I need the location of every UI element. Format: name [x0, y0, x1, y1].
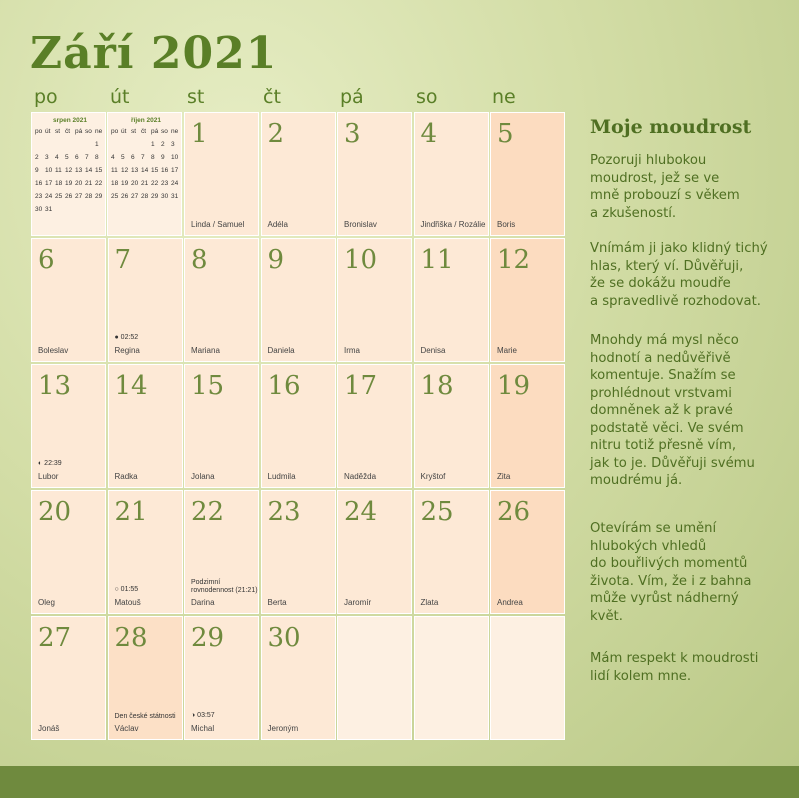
name-day: Boris: [497, 220, 516, 229]
mini-calendar-day: 30: [161, 193, 169, 200]
day-number: 12: [497, 245, 531, 275]
day-number: 22: [191, 497, 225, 527]
name-day: Jolana: [191, 472, 215, 481]
day-number: 19: [497, 371, 531, 401]
mini-calendar-august: [35, 117, 105, 219]
mini-calendar-day: 23: [161, 180, 169, 187]
day-cell: [31, 616, 106, 740]
day-number: 7: [114, 245, 132, 275]
name-day: Mariana: [191, 346, 220, 355]
empty-cell: [490, 616, 565, 740]
mini-calendar-day: 30: [35, 206, 43, 213]
mini-calendar-week: [111, 193, 181, 206]
name-day: Daniela: [267, 346, 295, 355]
mini-calendar-day: 6: [75, 154, 79, 161]
mini-calendar-day: 21: [141, 180, 149, 187]
mini-calendar-day: 18: [111, 180, 119, 187]
mini-calendar-day: 26: [65, 193, 73, 200]
mini-calendar-day: 3: [171, 141, 175, 148]
name-day: Andrea: [497, 598, 523, 607]
mini-calendar-day: 5: [121, 154, 125, 161]
weekday-po: po: [34, 86, 58, 108]
mini-calendar-day: 10: [171, 154, 179, 161]
day-cell: [490, 112, 565, 236]
mini-calendar-day: 31: [45, 206, 53, 213]
mini-calendar-day: [65, 206, 75, 219]
mini-calendar-day: pá: [75, 128, 83, 135]
name-day: Naděžda: [344, 472, 377, 481]
mini-calendar-day: 27: [131, 193, 139, 200]
mini-calendar-day: [85, 141, 95, 154]
mini-calendar-day: 24: [171, 180, 179, 187]
mini-calendar-day: [35, 141, 45, 154]
weekday-ct: čt: [263, 86, 281, 108]
mini-calendar-week: [111, 180, 181, 193]
mini-calendar-day: 22: [151, 180, 159, 187]
moon-phase-icon: ◑ 03:57: [191, 712, 215, 719]
day-number: 5: [497, 119, 514, 149]
day-number: 10: [344, 245, 378, 275]
day-number: 25: [420, 497, 454, 527]
sidebar-paragraph-5: Mám respekt k moudrosti lidí kolem mne.: [590, 651, 759, 684]
day-cell: [108, 364, 183, 488]
day-number: 23: [267, 497, 301, 527]
mini-calendar-day: 28: [85, 193, 93, 200]
weekday-ne: ne: [492, 86, 516, 108]
day-cell: [337, 364, 412, 488]
name-day: Zlata: [420, 598, 439, 607]
mini-calendar-day: 17: [45, 180, 53, 187]
mini-calendar-title: srpen 2021: [53, 117, 87, 124]
empty-cell: [414, 616, 489, 740]
day-cell: [414, 364, 489, 488]
day-number: 29: [191, 623, 225, 653]
mini-calendar-week: [111, 154, 181, 167]
mini-calendar-day: 7: [141, 154, 145, 161]
mini-calendar-day: pá: [151, 128, 159, 135]
mini-calendar-day: ne: [171, 128, 179, 135]
mini-calendar-day: 14: [85, 167, 93, 174]
mini-calendar-day: 16: [35, 180, 43, 187]
mini-calendar-day: st: [55, 128, 61, 135]
mini-calendar-day: 6: [131, 154, 135, 161]
mini-calendar-day: čt: [141, 128, 147, 135]
event-label: Den české státnosti: [114, 713, 176, 720]
name-day: Regina: [114, 346, 140, 355]
mini-calendar-day: po: [111, 128, 119, 135]
mini-calendar-day: 1: [95, 141, 99, 148]
mini-calendar-header: [111, 128, 181, 141]
mini-calendar-day: 17: [171, 167, 179, 174]
day-cell: [337, 112, 412, 236]
day-number: 13: [38, 371, 72, 401]
mini-calendar-day: 9: [35, 167, 39, 174]
mini-calendar-day: [75, 206, 85, 219]
day-cell: [184, 490, 259, 614]
mini-calendar-week: [35, 206, 105, 219]
mini-calendar-day: so: [85, 128, 92, 135]
mini-calendar-day: 13: [131, 167, 139, 174]
mini-calendar-day: [45, 141, 55, 154]
mini-calendar-day: [85, 206, 95, 219]
mini-calendar-day: 29: [95, 193, 103, 200]
cell-mini-october: [107, 112, 182, 236]
day-cell: [184, 238, 259, 362]
day-number: 6: [38, 245, 55, 275]
name-day: Lubor: [38, 472, 59, 481]
mini-calendar-day: [121, 141, 131, 154]
mini-calendar-title: říjen 2021: [131, 117, 161, 124]
mini-calendar-day: [95, 206, 105, 219]
mini-calendar-day: 12: [121, 167, 129, 174]
mini-calendar-day: 11: [55, 167, 62, 174]
mini-calendar-day: so: [161, 128, 168, 135]
day-cell: [337, 238, 412, 362]
name-day: Radka: [114, 472, 138, 481]
mini-calendar-day: 19: [121, 180, 129, 187]
empty-cell: [337, 616, 412, 740]
mini-calendar-header: [35, 128, 105, 141]
mini-calendar-day: čt: [65, 128, 71, 135]
page-title: Září 2021: [30, 28, 278, 79]
mini-calendar-day: [55, 206, 65, 219]
calendar-grid: [31, 112, 565, 746]
name-day: Marie: [497, 346, 518, 355]
mini-calendar-day: 14: [141, 167, 149, 174]
day-number: 18: [420, 371, 454, 401]
name-day: Matouš: [114, 598, 141, 607]
mini-calendar-day: 15: [151, 167, 159, 174]
day-cell: [31, 238, 106, 362]
name-day: Kryštof: [420, 472, 446, 481]
name-day: Bronislav: [344, 220, 377, 229]
mini-calendar-day: 10: [45, 167, 53, 174]
event-label: Podzimní rovnodennost (21:21): [191, 579, 258, 594]
mini-calendar-day: 9: [161, 154, 165, 161]
name-day: Jaromír: [344, 598, 372, 607]
name-day: Jindřiška / Rozálie: [420, 220, 486, 229]
mini-calendar-day: 28: [141, 193, 149, 200]
day-number: 8: [191, 245, 208, 275]
mini-calendar-day: 24: [45, 193, 53, 200]
weekday-st: st: [187, 86, 205, 108]
mini-calendar-day: 4: [111, 154, 115, 161]
day-cell: [414, 238, 489, 362]
mini-calendar-week: [35, 167, 105, 180]
mini-calendar-day: ne: [95, 128, 103, 135]
name-day: Berta: [267, 598, 287, 607]
day-number: 9: [267, 245, 285, 275]
moon-phase-icon: ◐ 22:39: [38, 460, 62, 467]
day-cell: [490, 490, 565, 614]
day-number: 11: [420, 245, 454, 275]
day-number: 27: [38, 623, 72, 653]
mini-calendar-day: 7: [85, 154, 89, 161]
weekday-ut: út: [110, 86, 130, 108]
mini-calendar-day: 8: [151, 154, 155, 161]
mini-calendar-day: 20: [131, 180, 139, 187]
cell-mini-august: [31, 112, 106, 236]
name-day: Irma: [344, 346, 360, 355]
mini-calendar-day: 25: [55, 193, 63, 200]
day-cell: [184, 616, 259, 740]
name-day: Jeroným: [267, 724, 299, 733]
day-number: 14: [114, 371, 148, 401]
mini-calendar-day: [141, 141, 151, 154]
moon-phase-icon: ● 02:52: [114, 334, 139, 341]
mini-calendar-day: út: [45, 128, 51, 135]
name-day: Zita: [497, 472, 511, 481]
mini-calendar-day: 8: [95, 154, 99, 161]
mini-calendar-day: 18: [55, 180, 63, 187]
day-cell: [414, 112, 489, 236]
day-cell: [184, 112, 259, 236]
day-number: 26: [497, 497, 531, 527]
day-number: 16: [267, 371, 301, 401]
mini-calendar-day: 12: [65, 167, 73, 174]
mini-calendar-day: 3: [45, 154, 49, 161]
name-day: Linda / Samuel: [191, 220, 245, 229]
mini-calendar-week: [35, 193, 105, 206]
day-number: 21: [114, 497, 148, 527]
mini-calendar-day: st: [131, 128, 137, 135]
mini-calendar-day: 27: [75, 193, 83, 200]
mini-calendar-day: 4: [55, 154, 59, 161]
mini-calendar-day: 23: [35, 193, 43, 200]
mini-calendar-day: 5: [65, 154, 69, 161]
mini-calendar-october: [111, 117, 181, 206]
mini-calendar-week: [35, 141, 105, 154]
mini-calendar-day: 16: [161, 167, 169, 174]
day-number: 2: [267, 119, 285, 149]
day-number: 15: [191, 371, 225, 401]
mini-calendar-week: [35, 180, 105, 193]
day-number: 24: [344, 497, 378, 527]
mini-calendar-day: [65, 141, 75, 154]
mini-calendar-day: 2: [161, 141, 165, 148]
mini-calendar-day: [131, 141, 141, 154]
sidebar-title: Moje moudrost: [590, 116, 752, 138]
mini-calendar-day: po: [35, 128, 43, 135]
sidebar-paragraph-2: Vnímám ji jako klidný tichý hlas, který ví. Důvěřuji, že se dokážu moudře a spravedlivě rozhodovat.: [590, 241, 768, 309]
name-day: Oleg: [38, 598, 55, 607]
mini-calendar-week: [111, 167, 181, 180]
mini-calendar-day: [55, 141, 65, 154]
mini-calendar-day: 25: [111, 193, 119, 200]
day-number: 4: [420, 119, 438, 149]
name-day: Darina: [191, 598, 215, 607]
day-cell: [108, 238, 183, 362]
mini-calendar-day: 31: [171, 193, 179, 200]
mini-calendar-day: 1: [151, 141, 155, 148]
mini-calendar-week: [35, 154, 105, 167]
name-day: Michal: [191, 724, 215, 733]
day-cell: [261, 112, 336, 236]
day-number: 28: [114, 623, 148, 653]
mini-calendar-day: 15: [95, 167, 103, 174]
mini-calendar-day: 11: [111, 167, 118, 174]
day-number: 1: [191, 119, 208, 149]
day-cell: [108, 490, 183, 614]
day-cell: [261, 364, 336, 488]
day-number: 30: [267, 623, 301, 653]
mini-calendar-week: [111, 141, 181, 154]
day-cell: [31, 364, 106, 488]
weekday-so: so: [416, 86, 438, 108]
day-number: 17: [344, 371, 378, 401]
mini-calendar-day: 20: [75, 180, 83, 187]
mini-calendar-day: 21: [85, 180, 93, 187]
day-cell: [261, 616, 336, 740]
mini-calendar-day: 13: [75, 167, 83, 174]
bottom-stripe: [0, 766, 799, 798]
mini-calendar-day: út: [121, 128, 127, 135]
day-cell: [31, 490, 106, 614]
name-day: Jonáš: [38, 724, 60, 733]
mini-calendar-day: 2: [35, 154, 39, 161]
day-cell: [490, 238, 565, 362]
day-cell: [337, 490, 412, 614]
mini-calendar-day: 26: [121, 193, 129, 200]
day-number: 20: [38, 497, 72, 527]
sidebar-paragraph-3: Mnohdy má mysl něco hodnotí a nedůvěřivě komentuje. Snažím se prohlédnout vrstvami domněnek až k pravé podstatě věci. Ve svém nitru totiž přesně vím, jak to je. Důvěřuji svému moudrému já.: [590, 333, 755, 488]
day-cell: [261, 490, 336, 614]
day-cell: [108, 616, 183, 740]
mini-calendar-day: [111, 141, 121, 154]
name-day: Boleslav: [38, 346, 69, 355]
sidebar-paragraph-1: Pozoruji hlubokou moudrost, jež se ve mně probouzí s věkem a zkušeností.: [590, 153, 740, 221]
mini-calendar-day: 22: [95, 180, 103, 187]
name-day: Denisa: [420, 346, 446, 355]
moon-phase-icon: ○ 01:55: [114, 586, 139, 593]
name-day: Adéla: [267, 220, 288, 229]
day-cell: [490, 364, 565, 488]
name-day: Václav: [114, 724, 139, 733]
name-day: Ludmila: [267, 472, 296, 481]
sidebar-paragraph-4: Otevírám se umění hlubokých vhledů do bouřlivých momentů života. Vím, že i z bahna může vyrůst nádherný květ.: [590, 521, 752, 624]
day-cell: [184, 364, 259, 488]
day-number: 3: [344, 119, 361, 149]
weekday-pa: pá: [340, 86, 364, 108]
mini-calendar-day: 19: [65, 180, 73, 187]
mini-calendar-day: [75, 141, 85, 154]
day-cell: [261, 238, 336, 362]
day-cell: [414, 490, 489, 614]
mini-calendar-day: 29: [151, 193, 159, 200]
